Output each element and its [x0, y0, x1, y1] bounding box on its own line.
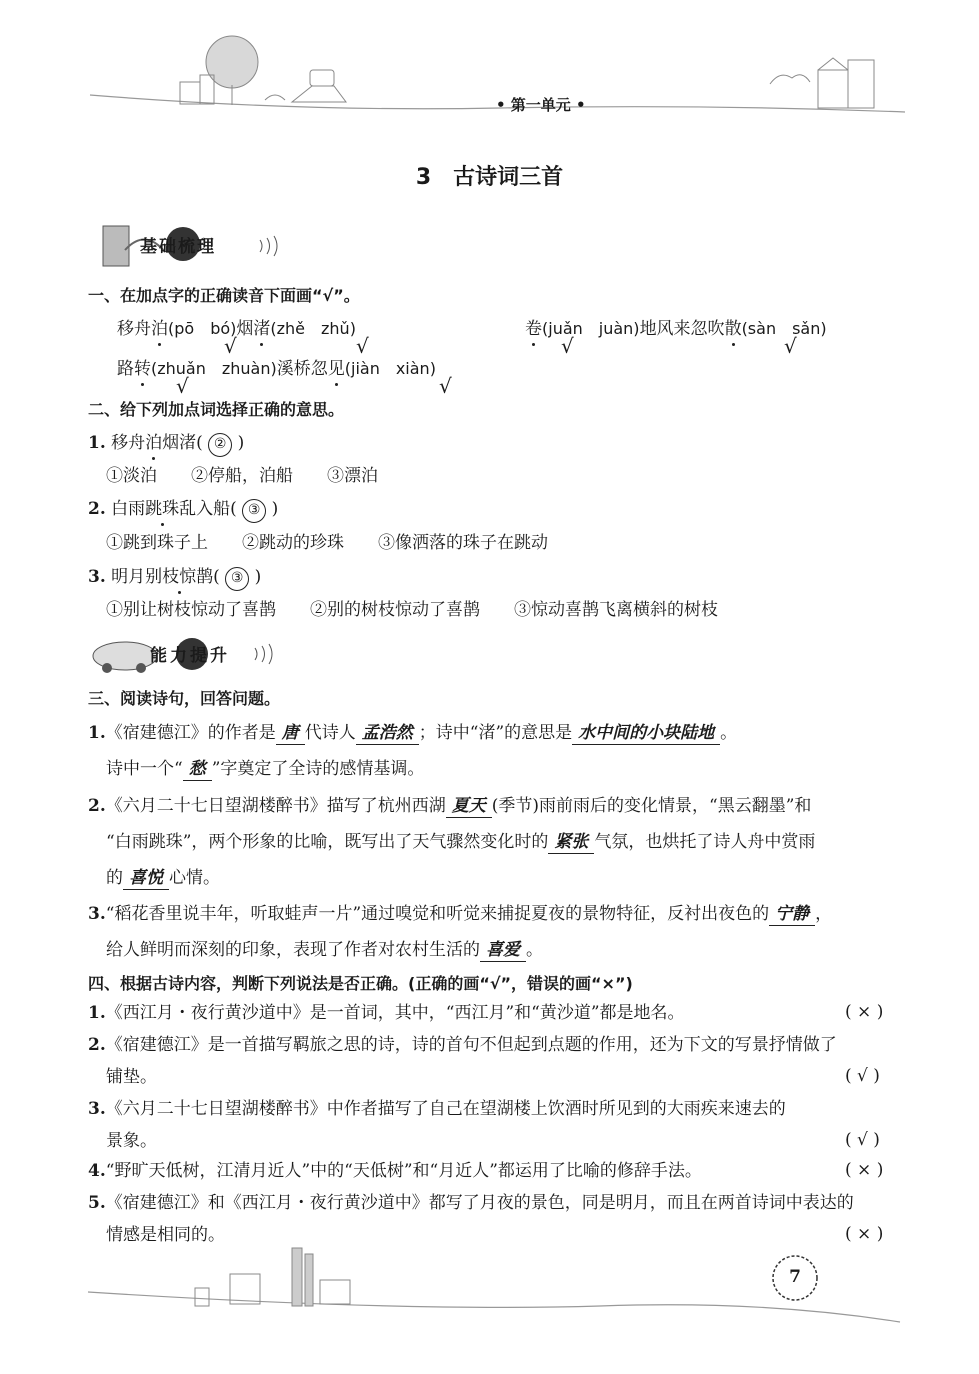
- answer-circle: ③: [242, 499, 266, 523]
- q4-item-5-cont: 情感是相同的。: [106, 1225, 225, 1245]
- answer-circle: ②: [208, 433, 232, 457]
- answer-fill: 宁静: [769, 903, 815, 926]
- q4-heading: 四、根据古诗内容，判断下列说法是否正确。(正确的画“√”，错误的画“×”): [88, 974, 633, 993]
- q3-item-2-line3: 的 喜悦 心情。: [106, 868, 220, 888]
- q3-item-1-line1: 1.《宿建德江》的作者是 唐 代诗人 孟浩然 ；诗中“渚”的意思是 水中间的小块陆地 。: [88, 723, 738, 743]
- judgement-4: ( × ): [845, 1160, 884, 1180]
- q3-item-2-line2: “白雨跳珠”，两个形象的比喻，既写出了天气骤然变化时的 紧张 气氛，也烘托了诗人舟中赏雨: [106, 832, 816, 852]
- answer-fill: 水中间的小块陆地: [572, 722, 720, 745]
- q3-item-3-line2: 给人鲜明而深刻的印象，表现了作者对农村生活的 喜爱 。: [106, 940, 543, 960]
- check-mark: √: [176, 374, 189, 398]
- q3-item-2-line1: 2.《六月二十七日望湖楼醉书》描写了杭州西湖 夏天 (季节)雨前雨后的变化情景，“黑云翻墨”和: [88, 796, 812, 816]
- q4-item-1: 1.《西江月・夜行黄沙道中》是一首词，其中，“西江月”和“黄沙道”都是地名。: [88, 1003, 685, 1023]
- q2-item-2: 2. 白雨跳珠乱入船( ③ ): [88, 498, 278, 523]
- q1-line2: 路转(zhuǎn zhuàn)溪桥忽见(jiàn xiàn): [117, 359, 436, 379]
- check-mark: √: [784, 334, 797, 358]
- q1-heading: 一、在加点字的正确读音下面画“√”。: [88, 286, 360, 305]
- judgement-3: ( √ ): [845, 1130, 880, 1150]
- unit-label: • 第一单元 •: [496, 96, 586, 114]
- q2-heading: 二、给下列加点词选择正确的意思。: [88, 400, 345, 419]
- q2-options-1: ①淡泊 ②停船，泊船 ③漂泊: [106, 466, 378, 486]
- q1-line1b: 卷(juǎn juàn)地风来忽吹散(sàn sǎn): [525, 319, 827, 339]
- answer-fill: 喜悦: [123, 867, 169, 890]
- q4-item-3-cont: 景象。: [106, 1131, 157, 1151]
- judgement-2: ( √ ): [845, 1066, 880, 1086]
- page-number: 7: [789, 1267, 801, 1287]
- q2-options-3: ①别让树枝惊动了喜鹊 ②别的树枝惊动了喜鹊 ③惊动喜鹊飞离横斜的树枝: [106, 600, 718, 620]
- answer-fill: 孟浩然: [356, 722, 419, 745]
- q2-item-1: 1. 移舟泊烟渚( ② ): [88, 432, 244, 457]
- q4-item-2-cont: 铺垫。: [106, 1067, 157, 1087]
- answer-fill: 夏天: [446, 795, 492, 818]
- q4-item-2: 2.《宿建德江》是一首描写羁旅之思的诗，诗的首句不但起到点题的作用，还为下文的写景抒情做了: [88, 1035, 837, 1055]
- check-mark: √: [439, 374, 452, 398]
- footer-decoration: [0, 1240, 979, 1360]
- q4-item-4: 4.“野旷天低树，江清月近人”中的“天低树”和“月近人”都运用了比喻的修辞手法。: [88, 1161, 702, 1181]
- answer-circle: ③: [225, 567, 249, 591]
- q3-item-1-line2: 诗中一个“ 愁 ”字奠定了全诗的感情基调。: [106, 759, 425, 779]
- ability-badge: 能力提升: [150, 646, 230, 666]
- check-mark: √: [561, 334, 574, 358]
- answer-fill: 唐: [276, 722, 305, 745]
- check-mark: √: [224, 334, 237, 358]
- header-decoration: [0, 0, 979, 140]
- q4-item-5: 5.《宿建德江》和《西江月・夜行黄沙道中》都写了月夜的景色，同是明月，而且在两首诗词中表达的: [88, 1193, 854, 1213]
- page-title: 3 古诗词三首: [415, 165, 564, 190]
- judgement-1: ( × ): [845, 1002, 884, 1022]
- answer-fill: 紧张: [548, 831, 594, 854]
- basic-badge: 基础梳理: [140, 237, 216, 257]
- q2-options-2: ①跳到珠子上 ②跳动的珍珠 ③像洒落的珠子在跳动: [106, 533, 548, 553]
- check-mark: √: [356, 334, 369, 358]
- q4-item-3: 3.《六月二十七日望湖楼醉书》中作者描写了自己在望湖楼上饮酒时所见到的大雨疾来速去的: [88, 1099, 786, 1119]
- judgement-5: ( × ): [845, 1224, 884, 1244]
- answer-fill: 愁: [183, 758, 212, 781]
- q3-heading: 三、阅读诗句，回答问题。: [88, 689, 281, 708]
- q1-line1a: 移舟泊(pō bó)烟渚(zhě zhǔ): [117, 319, 356, 339]
- q2-item-3: 3. 明月别枝惊鹊( ③ ): [88, 566, 261, 591]
- q3-item-3-line1: 3.“稻花香里说丰年，听取蛙声一片”通过嗅觉和听觉来捕捉夏夜的景物特征，反衬出夜色的 宁静 ，: [88, 904, 833, 924]
- answer-fill: 喜爱: [480, 939, 526, 962]
